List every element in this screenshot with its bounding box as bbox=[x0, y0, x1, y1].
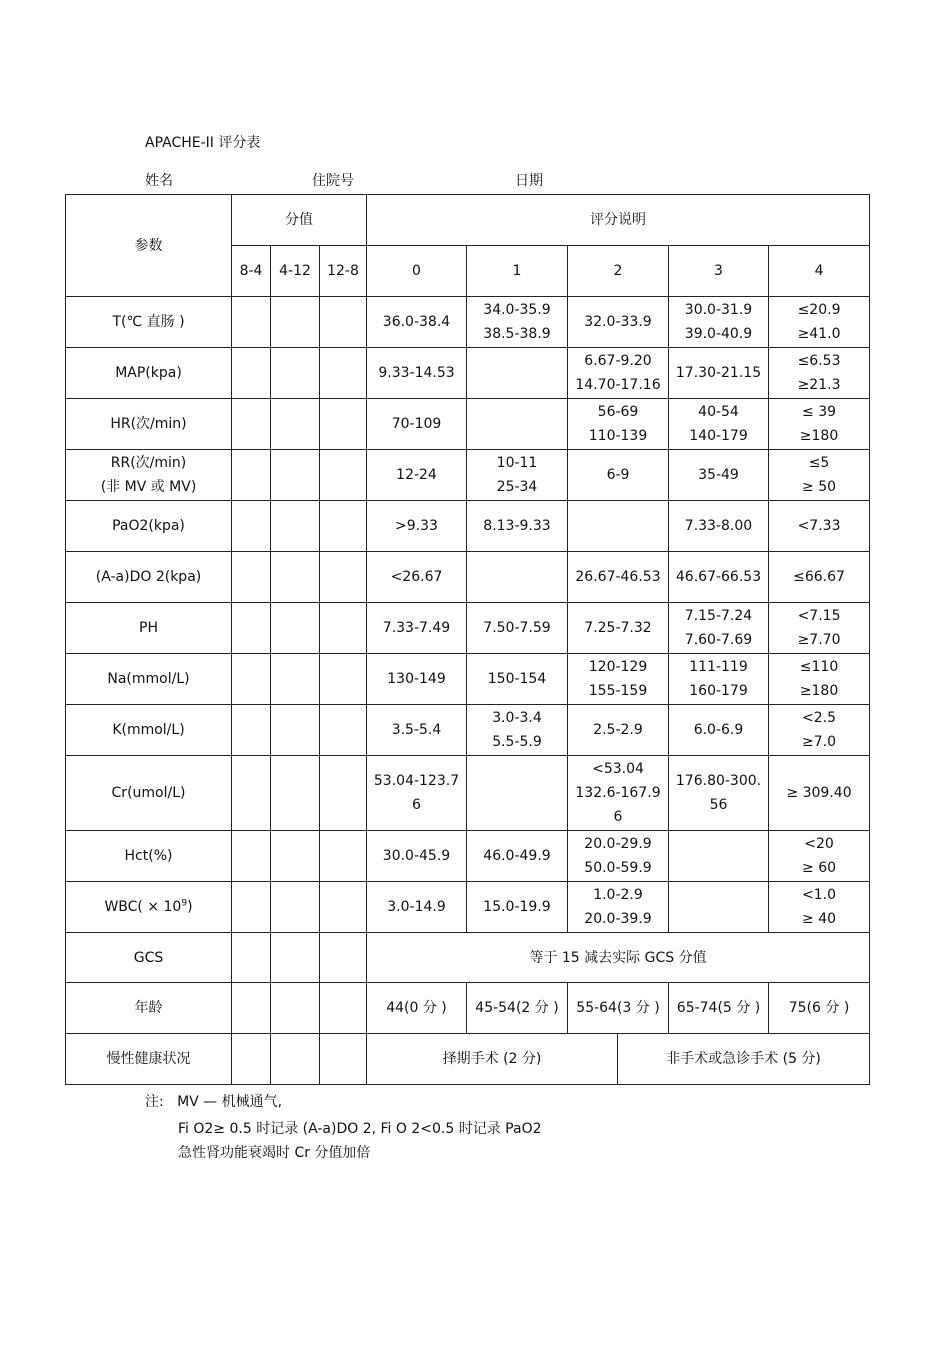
range-cell-p2 bbox=[568, 831, 669, 882]
age-range-4: 75(6 分 ) bbox=[769, 983, 870, 1034]
range-cell-p1 bbox=[467, 348, 568, 399]
range-cell-p1 bbox=[467, 654, 568, 705]
range-value: 40-54 bbox=[698, 404, 739, 420]
parameter-label bbox=[66, 654, 232, 705]
range-cell-p4 bbox=[769, 297, 870, 348]
range-value: 6 bbox=[412, 797, 421, 813]
range-cell-p4 bbox=[769, 882, 870, 933]
range-value: 2.5-2.9 bbox=[593, 722, 643, 738]
elective-surgery-score: 择期手术 (2 分) bbox=[367, 1034, 618, 1084]
range-value: 3.5-5.4 bbox=[391, 722, 442, 738]
range-cell-p0 bbox=[367, 297, 467, 348]
range-value: 7.33-8.00 bbox=[684, 518, 753, 534]
range-value: 10-11 bbox=[496, 455, 538, 471]
table-row bbox=[66, 705, 870, 756]
range-value: ≥ 50 bbox=[802, 479, 837, 495]
score-cell bbox=[271, 501, 320, 552]
range-cell-p4 bbox=[769, 831, 870, 882]
range-cell-p3 bbox=[669, 654, 769, 705]
range-value: <53.04 bbox=[592, 761, 644, 777]
range-cell-p4 bbox=[769, 603, 870, 654]
parameter-label-line: PH bbox=[139, 620, 158, 636]
range-cell-p0 bbox=[367, 399, 467, 450]
sub-value-header: 8-4 bbox=[232, 246, 271, 297]
score-cell bbox=[271, 450, 320, 501]
parameter-label bbox=[66, 603, 232, 654]
range-value: 5.5-5.9 bbox=[492, 734, 542, 750]
parameter-label-line: RR(次/min) bbox=[110, 455, 187, 471]
range-cell-p4 bbox=[769, 756, 870, 831]
range-value: 20.0-39.9 bbox=[584, 911, 652, 927]
score-cell bbox=[271, 933, 320, 983]
score-cell bbox=[271, 1034, 320, 1085]
range-value: ≥180 bbox=[799, 683, 839, 699]
parameter-label bbox=[66, 831, 232, 882]
range-cell-p3 bbox=[669, 297, 769, 348]
range-cell-p1 bbox=[467, 882, 568, 933]
score-cell bbox=[271, 882, 320, 933]
range-value: 3.0-14.9 bbox=[387, 899, 446, 915]
range-value: 20.0-29.9 bbox=[584, 836, 652, 852]
range-value: 160-179 bbox=[689, 683, 748, 699]
range-cell-p2 bbox=[568, 501, 669, 552]
score-cell bbox=[232, 756, 271, 831]
range-value: ≤6.53 bbox=[797, 353, 841, 369]
score-cell bbox=[320, 1034, 367, 1085]
score-description-header: 评分说明 bbox=[367, 195, 870, 246]
table-row bbox=[66, 831, 870, 882]
range-value: ≥ 60 bbox=[802, 860, 837, 876]
range-value: 130-149 bbox=[387, 671, 446, 687]
score-cell bbox=[232, 654, 271, 705]
score-cell bbox=[232, 450, 271, 501]
range-value: ≥ 309.40 bbox=[786, 785, 852, 801]
range-cell-p0 bbox=[367, 603, 467, 654]
range-value: 6-9 bbox=[606, 467, 630, 483]
range-value: 25-34 bbox=[496, 479, 538, 495]
score-cell bbox=[320, 756, 367, 831]
range-cell-p0 bbox=[367, 450, 467, 501]
range-value: 3.0-3.4 bbox=[492, 710, 542, 726]
score-cell bbox=[320, 450, 367, 501]
range-cell-p1 bbox=[467, 756, 568, 831]
range-cell-p0 bbox=[367, 552, 467, 603]
range-value: 7.60-7.69 bbox=[684, 632, 753, 648]
range-value: 150-154 bbox=[487, 671, 547, 687]
emergency-surgery-score: 非手术或急诊手术 (5 分) bbox=[666, 1051, 821, 1067]
range-cell-p0 bbox=[367, 831, 467, 882]
range-cell-p1 bbox=[467, 705, 568, 756]
range-value: 34.0-35.9 bbox=[483, 302, 551, 318]
score-cell bbox=[232, 983, 271, 1034]
range-value: 8.13-9.33 bbox=[483, 518, 551, 534]
score-cell bbox=[320, 399, 367, 450]
range-value: 7.25-7.32 bbox=[584, 620, 652, 636]
range-cell-p2 bbox=[568, 756, 669, 831]
range-value: 6.67-9.20 bbox=[584, 353, 652, 369]
points-header: 0 bbox=[367, 246, 467, 297]
range-value: <1.0 bbox=[802, 887, 837, 903]
notes-prefix: 注: bbox=[145, 1094, 164, 1110]
score-cell bbox=[271, 348, 320, 399]
score-cell bbox=[232, 399, 271, 450]
score-cell bbox=[271, 831, 320, 882]
score-cell bbox=[320, 297, 367, 348]
range-value: 39.0-40.9 bbox=[684, 326, 753, 342]
parameter-label-line: Hct(%) bbox=[124, 848, 173, 864]
range-value: ≥21.3 bbox=[797, 377, 841, 393]
date-label: 日期 bbox=[515, 173, 543, 189]
range-value: 30.0-45.9 bbox=[382, 848, 451, 864]
range-cell-p2 bbox=[568, 654, 669, 705]
score-cell bbox=[232, 705, 271, 756]
range-value: 6 bbox=[613, 809, 623, 825]
score-cell bbox=[271, 552, 320, 603]
score-cell bbox=[320, 654, 367, 705]
score-cell bbox=[232, 348, 271, 399]
age-range-2: 55-64(3 分 ) bbox=[568, 983, 669, 1034]
parameter-label-line: Na(mmol/L) bbox=[107, 671, 190, 687]
range-cell-p4 bbox=[769, 552, 870, 603]
parameter-label-part: WBC( × 10 bbox=[104, 899, 182, 915]
age-range-1: 45-54(2 分 ) bbox=[467, 983, 568, 1034]
score-cell bbox=[271, 756, 320, 831]
table-row bbox=[66, 501, 870, 552]
score-cell bbox=[271, 297, 320, 348]
range-value: 155-159 bbox=[588, 683, 648, 699]
score-cell bbox=[232, 933, 271, 983]
parameter-label-line: (非 MV 或 MV) bbox=[100, 479, 197, 495]
table-row bbox=[66, 882, 870, 933]
range-value: 140-179 bbox=[689, 428, 748, 444]
parameter-label-line: Cr(umol/L) bbox=[111, 785, 186, 801]
parameter-label-part: ) bbox=[187, 899, 193, 915]
note-renal-failure: 急性肾功能衰竭时 Cr 分值加倍 bbox=[178, 1145, 371, 1161]
range-cell-p1 bbox=[467, 399, 568, 450]
range-value: 46.67-66.53 bbox=[675, 569, 762, 585]
table-row bbox=[66, 297, 870, 348]
range-value: 35-49 bbox=[698, 467, 739, 483]
range-cell-p3 bbox=[669, 603, 769, 654]
name-label: 姓名 bbox=[145, 173, 173, 189]
score-cell bbox=[271, 399, 320, 450]
parameter-label bbox=[66, 552, 232, 603]
note-mv: MV — 机械通气, bbox=[177, 1094, 283, 1110]
range-value: ≥ 40 bbox=[802, 911, 837, 927]
parameter-label bbox=[66, 501, 232, 552]
range-value: 111-119 bbox=[689, 659, 748, 675]
admission-number-label: 住院号 bbox=[312, 173, 354, 189]
range-value: 30.0-31.9 bbox=[684, 302, 753, 318]
age-range-0: 44(0 分 ) bbox=[367, 983, 467, 1034]
range-value: ≤66.67 bbox=[793, 569, 845, 585]
parameter-label-line: HR(次/min) bbox=[110, 416, 187, 432]
sub-value-header: 12-8 bbox=[320, 246, 367, 297]
parameter-label bbox=[66, 450, 232, 501]
range-cell-p0 bbox=[367, 756, 467, 831]
score-cell bbox=[232, 882, 271, 933]
parameter-label bbox=[66, 882, 232, 933]
range-value: <7.15 bbox=[797, 608, 841, 624]
range-value: ≥180 bbox=[799, 428, 839, 444]
range-value: <2.5 bbox=[802, 710, 837, 726]
range-cell-p4 bbox=[769, 705, 870, 756]
range-value: 17.30-21.15 bbox=[675, 365, 762, 381]
range-value: ≥7.0 bbox=[802, 734, 837, 750]
range-cell-p3 bbox=[669, 450, 769, 501]
range-value: 70-109 bbox=[391, 416, 442, 432]
range-cell-p3 bbox=[669, 705, 769, 756]
range-cell-p4 bbox=[769, 501, 870, 552]
score-value-header: 分值 bbox=[232, 195, 367, 246]
range-cell-p4 bbox=[769, 654, 870, 705]
range-value: 6.0-6.9 bbox=[693, 722, 744, 738]
score-cell bbox=[320, 348, 367, 399]
range-cell-p3 bbox=[669, 348, 769, 399]
range-cell-p2 bbox=[568, 297, 669, 348]
range-value: 7.50-7.59 bbox=[483, 620, 551, 636]
range-cell-p3 bbox=[669, 756, 769, 831]
score-cell bbox=[320, 882, 367, 933]
parameter-label-line: K(mmol/L) bbox=[112, 722, 185, 738]
range-value: 53.04-123.7 bbox=[373, 773, 460, 789]
range-value: 56 bbox=[709, 797, 728, 813]
parameter-label bbox=[66, 399, 232, 450]
gcs-label: GCS bbox=[66, 933, 232, 983]
parameter-label-line: T(℃ 直肠 ) bbox=[112, 314, 185, 330]
score-cell bbox=[320, 983, 367, 1034]
note-fio2: Fi O2≥ 0.5 时记录 (A-a)DO 2, Fi O 2<0.5 时记录 PaO2 bbox=[178, 1121, 542, 1137]
table-row bbox=[66, 399, 870, 450]
range-value: 7.33-7.49 bbox=[382, 620, 451, 636]
gcs-description: 等于 15 减去实际 GCS 分值 bbox=[367, 933, 870, 983]
range-value: ≥7.70 bbox=[797, 632, 841, 648]
table-row bbox=[66, 552, 870, 603]
range-value: ≤110 bbox=[799, 659, 839, 675]
range-value: 15.0-19.9 bbox=[483, 899, 551, 915]
range-cell-p1 bbox=[467, 552, 568, 603]
range-cell-p2 bbox=[568, 399, 669, 450]
range-cell-p3 bbox=[669, 399, 769, 450]
range-cell-p2 bbox=[568, 450, 669, 501]
parameter-label-line: (A-a)DO 2(kpa) bbox=[95, 569, 202, 585]
range-value: 38.5-38.9 bbox=[483, 326, 551, 342]
range-cell-p2 bbox=[568, 603, 669, 654]
range-value: 50.0-59.9 bbox=[584, 860, 652, 876]
range-value: 132.6-167.9 bbox=[575, 785, 661, 801]
score-cell bbox=[271, 983, 320, 1034]
range-cell-p3 bbox=[669, 831, 769, 882]
range-cell-p4 bbox=[769, 450, 870, 501]
range-value: 32.0-33.9 bbox=[584, 314, 652, 330]
score-cell bbox=[271, 654, 320, 705]
range-cell-p0 bbox=[367, 501, 467, 552]
range-cell-p4 bbox=[769, 348, 870, 399]
table-row bbox=[66, 450, 870, 501]
notes bbox=[145, 1090, 542, 1165]
score-cell bbox=[320, 552, 367, 603]
range-cell-p1 bbox=[467, 297, 568, 348]
range-value: ≥41.0 bbox=[797, 326, 841, 342]
score-cell bbox=[320, 603, 367, 654]
score-cell bbox=[232, 552, 271, 603]
score-cell bbox=[320, 705, 367, 756]
score-cell bbox=[232, 1034, 271, 1085]
range-cell-p0 bbox=[367, 705, 467, 756]
parameter-label-line: PaO2(kpa) bbox=[112, 518, 185, 534]
chronic-health-label: 慢性健康状况 bbox=[66, 1034, 232, 1085]
table-row bbox=[66, 756, 870, 831]
range-value: 12-24 bbox=[396, 467, 437, 483]
points-header: 4 bbox=[769, 246, 870, 297]
table-row bbox=[66, 603, 870, 654]
param-header: 参数 bbox=[66, 195, 232, 297]
score-cell bbox=[232, 831, 271, 882]
range-cell-p0 bbox=[367, 348, 467, 399]
parameter-label-part: 9 bbox=[181, 898, 188, 909]
chronic-health-options bbox=[367, 1034, 870, 1085]
range-cell-p3 bbox=[669, 882, 769, 933]
range-cell-p1 bbox=[467, 501, 568, 552]
age-label: 年龄 bbox=[66, 983, 232, 1034]
range-value: 9.33-14.53 bbox=[378, 365, 455, 381]
range-cell-p1 bbox=[467, 603, 568, 654]
score-cell bbox=[271, 603, 320, 654]
range-value: ≤ 39 bbox=[802, 404, 837, 420]
points-header: 3 bbox=[669, 246, 769, 297]
range-value: <26.67 bbox=[390, 569, 443, 585]
table-row bbox=[66, 348, 870, 399]
range-value: <20 bbox=[804, 836, 834, 852]
range-cell-p1 bbox=[467, 450, 568, 501]
range-value: >9.33 bbox=[395, 518, 438, 534]
range-value: 1.0-2.9 bbox=[593, 887, 643, 903]
range-cell-p4 bbox=[769, 399, 870, 450]
range-cell-p2 bbox=[568, 882, 669, 933]
range-cell-p1 bbox=[467, 831, 568, 882]
score-cell bbox=[271, 705, 320, 756]
score-cell bbox=[320, 501, 367, 552]
range-value: 110-139 bbox=[588, 428, 648, 444]
range-value: 14.70-17.16 bbox=[575, 377, 661, 393]
parameter-label bbox=[66, 705, 232, 756]
sub-value-header: 4-12 bbox=[271, 246, 320, 297]
apache-score-table bbox=[65, 194, 870, 1085]
range-value: 26.67-46.53 bbox=[575, 569, 661, 585]
score-cell bbox=[232, 297, 271, 348]
table-row bbox=[66, 654, 870, 705]
document-title: APACHE-II 评分表 bbox=[145, 135, 261, 151]
range-cell-p0 bbox=[367, 882, 467, 933]
range-cell-p2 bbox=[568, 705, 669, 756]
range-value: ≤5 bbox=[808, 455, 830, 471]
range-cell-p0 bbox=[367, 654, 467, 705]
range-value: ≤20.9 bbox=[797, 302, 841, 318]
range-value: 46.0-49.9 bbox=[483, 848, 551, 864]
score-cell bbox=[320, 933, 367, 983]
parameter-label bbox=[66, 756, 232, 831]
range-value: 176.80-300. bbox=[675, 773, 762, 789]
range-cell-p3 bbox=[669, 552, 769, 603]
range-cell-p2 bbox=[568, 348, 669, 399]
parameter-label bbox=[66, 348, 232, 399]
range-value: <7.33 bbox=[797, 518, 841, 534]
range-value: 36.0-38.4 bbox=[382, 314, 451, 330]
score-cell bbox=[232, 603, 271, 654]
score-cell bbox=[232, 501, 271, 552]
range-value: 7.15-7.24 bbox=[684, 608, 753, 624]
score-cell bbox=[320, 831, 367, 882]
range-value: 120-129 bbox=[588, 659, 648, 675]
range-value: 56-69 bbox=[597, 404, 639, 420]
points-header: 1 bbox=[467, 246, 568, 297]
parameter-label-line: MAP(kpa) bbox=[115, 365, 182, 381]
range-cell-p2 bbox=[568, 552, 669, 603]
points-header: 2 bbox=[568, 246, 669, 297]
range-cell-p3 bbox=[669, 501, 769, 552]
age-range-3: 65-74(5 分 ) bbox=[669, 983, 769, 1034]
parameter-label bbox=[66, 297, 232, 348]
